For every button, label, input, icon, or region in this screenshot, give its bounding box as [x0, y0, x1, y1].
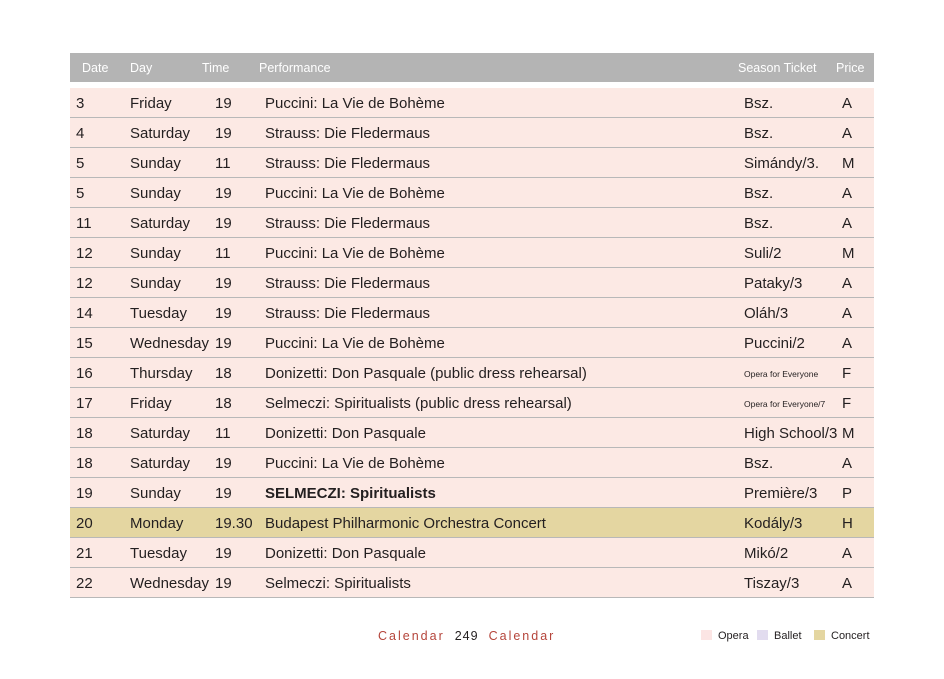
cell-performance: Selmeczi: Spiritualists: [265, 575, 411, 592]
table-row: [70, 208, 874, 238]
cell-performance: Puccini: La Vie de Bohème: [265, 455, 445, 472]
cell-season-ticket: Kodály/3: [744, 515, 803, 532]
cell-day: Sunday: [130, 275, 181, 292]
cell-season-ticket: Simándy/3.: [744, 155, 820, 172]
cell-season-ticket: Première/3: [744, 485, 818, 502]
table-row: [70, 178, 874, 208]
legend-concert: [814, 630, 870, 642]
cell-date: 18: [76, 455, 93, 472]
cell-price: A: [842, 305, 853, 322]
cell-price: P: [842, 485, 853, 502]
legend-ballet: [757, 630, 802, 642]
cell-date: 20: [76, 515, 93, 532]
cell-price: A: [842, 185, 853, 202]
cell-date: 16: [76, 365, 93, 382]
cell-time: 19.30: [215, 515, 253, 532]
cell-performance: Donizetti: Don Pasquale: [265, 545, 426, 562]
cell-date: 17: [76, 395, 93, 412]
cell-season-ticket: Puccini/2: [744, 335, 805, 352]
table-row: [70, 238, 874, 268]
cell-price: M: [842, 245, 855, 262]
cell-season-ticket: Tiszay/3: [744, 575, 800, 592]
cell-time: 19: [215, 455, 232, 472]
cell-date: 4: [76, 125, 85, 142]
cell-season-ticket: Opera for Everyone: [744, 369, 819, 379]
table-row: [70, 118, 874, 148]
cell-date: 11: [76, 215, 92, 232]
cell-price: A: [842, 575, 853, 592]
cell-performance: Strauss: Die Fledermaus: [265, 275, 431, 292]
cell-day: Sunday: [130, 245, 181, 262]
table-row: [70, 418, 874, 448]
cell-day: Saturday: [130, 215, 191, 232]
cell-price: M: [842, 425, 855, 442]
cell-time: 19: [215, 305, 232, 322]
cell-season-ticket: Bsz.: [744, 215, 774, 232]
cell-performance: Donizetti: Don Pasquale: [265, 425, 426, 442]
cell-day: Friday: [130, 95, 172, 112]
cell-date: 12: [76, 275, 93, 292]
header-season-ticket: Season Ticket: [738, 61, 817, 75]
table-row: [70, 358, 874, 388]
cell-performance: Puccini: La Vie de Bohème: [265, 335, 445, 352]
table-row: [70, 448, 874, 478]
cell-price: A: [842, 455, 853, 472]
cell-day: Sunday: [130, 185, 181, 202]
cell-season-ticket: Bsz.: [744, 125, 774, 142]
cell-day: Wednesday: [130, 335, 209, 352]
legend-ballet-label: Ballet: [774, 630, 802, 642]
cell-time: 11: [215, 245, 231, 262]
cell-time: 19: [215, 335, 232, 352]
table-row: [70, 88, 874, 118]
cell-date: 22: [76, 575, 93, 592]
cell-time: 11: [215, 155, 231, 172]
table-body: [70, 88, 874, 598]
cell-performance: Puccini: La Vie de Bohème: [265, 245, 445, 262]
header-price: Price: [836, 61, 865, 75]
cell-day: Sunday: [130, 485, 181, 502]
cell-season-ticket: Bsz.: [744, 455, 774, 472]
cell-time: 19: [215, 95, 232, 112]
cell-season-ticket: Suli/2: [744, 245, 782, 262]
table-row: [70, 268, 874, 298]
table-row: [70, 298, 874, 328]
cell-season-ticket: Opera for Everyone/7: [744, 399, 826, 409]
table-header: [70, 53, 874, 82]
cell-season-ticket: Bsz.: [744, 95, 774, 112]
table-row: [70, 388, 874, 418]
table-row: [70, 478, 874, 508]
header-day: Day: [130, 61, 153, 75]
header-performance: Performance: [259, 61, 331, 75]
cell-date: 12: [76, 245, 93, 262]
cell-time: 18: [215, 395, 232, 412]
cell-performance: Puccini: La Vie de Bohème: [265, 185, 445, 202]
table-row: [70, 148, 874, 178]
table-row: [70, 538, 874, 568]
cell-time: 19: [215, 485, 232, 502]
legend-concert-swatch: [814, 630, 825, 640]
cell-performance: SELMECZI: Spiritualists: [265, 485, 436, 502]
cell-season-ticket: Mikó/2: [744, 545, 789, 562]
cell-price: A: [842, 275, 853, 292]
calendar-table: [70, 53, 874, 598]
cell-performance: Puccini: La Vie de Bohème: [265, 95, 445, 112]
cell-season-ticket: Oláh/3: [744, 305, 789, 322]
cell-performance: Selmeczi: Spiritualists (public dress rehearsal): [265, 395, 572, 412]
page-number: 249: [454, 629, 479, 643]
cell-date: 5: [76, 155, 85, 172]
cell-performance: Donizetti: Don Pasquale (public dress rehearsal): [265, 365, 587, 382]
cell-time: 11: [215, 425, 231, 442]
cell-day: Saturday: [130, 425, 191, 442]
cell-day: Friday: [130, 395, 172, 412]
legend-opera: [701, 630, 749, 642]
cell-time: 19: [215, 575, 232, 592]
table-row: [70, 508, 874, 538]
cell-price: H: [842, 515, 853, 532]
legend-ballet-swatch: [757, 630, 768, 640]
cell-price: A: [842, 95, 853, 112]
cell-season-ticket: High School/3: [744, 425, 838, 442]
cell-performance: Strauss: Die Fledermaus: [265, 125, 431, 142]
cell-price: A: [842, 215, 853, 232]
legend-opera-label: Opera: [718, 630, 749, 642]
page-footer: [378, 629, 555, 643]
cell-day: Wednesday: [130, 575, 209, 592]
cell-date: 15: [76, 335, 93, 352]
cell-time: 18: [215, 365, 232, 382]
cell-day: Tuesday: [130, 305, 187, 322]
cell-day: Saturday: [130, 125, 191, 142]
footer-left-title: Calendar: [378, 629, 445, 643]
cell-day: Monday: [130, 515, 184, 532]
table-row: [70, 328, 874, 358]
cell-price: M: [842, 155, 855, 172]
footer-right-title: Calendar: [488, 629, 556, 643]
cell-price: A: [842, 335, 853, 352]
cell-performance: Budapest Philharmonic Orchestra Concert: [265, 515, 546, 532]
cell-date: 14: [76, 305, 93, 322]
cell-season-ticket: Pataky/3: [744, 275, 803, 292]
cell-price: F: [842, 365, 852, 382]
cell-price: A: [842, 125, 853, 142]
cell-time: 19: [215, 125, 232, 142]
cell-time: 19: [215, 275, 232, 292]
legend-opera-swatch: [701, 630, 712, 640]
cell-performance: Strauss: Die Fledermaus: [265, 305, 431, 322]
cell-date: 21: [76, 545, 93, 562]
cell-time: 19: [215, 185, 232, 202]
cell-time: 19: [215, 545, 232, 562]
header-date: Date: [82, 61, 109, 75]
cell-date: 5: [76, 185, 85, 202]
cell-season-ticket: Bsz.: [744, 185, 774, 202]
cell-performance: Strauss: Die Fledermaus: [265, 155, 431, 172]
cell-price: A: [842, 545, 853, 562]
cell-date: 18: [76, 425, 93, 442]
cell-day: Thursday: [130, 365, 193, 382]
cell-day: Tuesday: [130, 545, 187, 562]
cell-date: 3: [76, 95, 85, 112]
cell-day: Saturday: [130, 455, 191, 472]
cell-price: F: [842, 395, 852, 412]
cell-day: Sunday: [130, 155, 181, 172]
cell-date: 19: [76, 485, 93, 502]
cell-performance: Strauss: Die Fledermaus: [265, 215, 431, 232]
header-time: Time: [202, 61, 230, 75]
table-row: [70, 568, 874, 598]
cell-time: 19: [215, 215, 232, 232]
legend-concert-label: Concert: [831, 630, 870, 642]
